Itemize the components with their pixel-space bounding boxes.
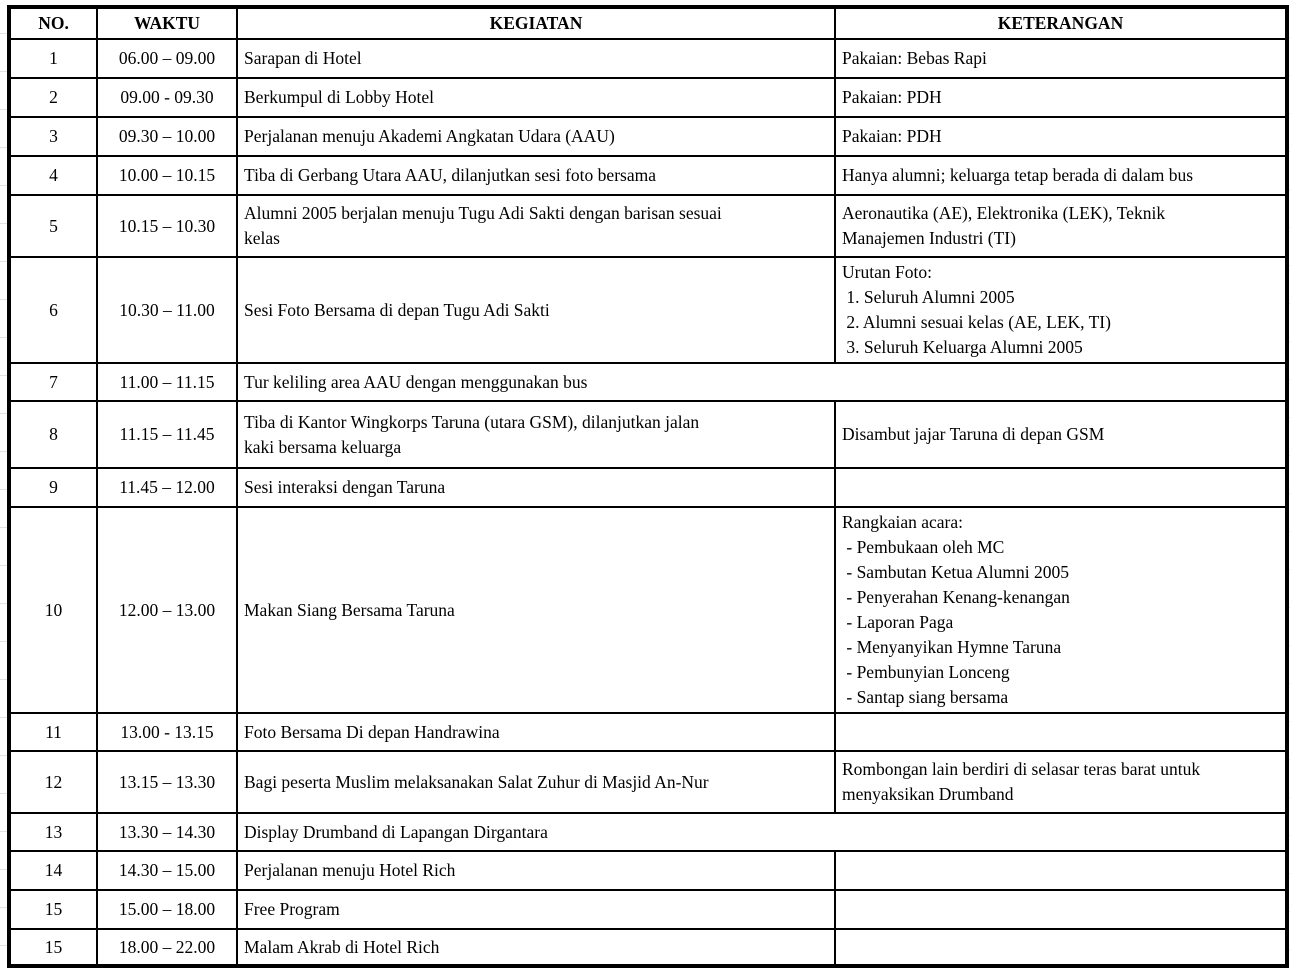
cell-keterangan: [835, 890, 1287, 929]
cell-kegiatan: [237, 468, 835, 507]
cell-no: 7: [9, 363, 97, 401]
keterangan-line: - Penyerahan Kenang-kenangan: [842, 587, 1070, 607]
keterangan-line: 2. Alumni sesuai kelas (AE, LEK, TI): [842, 312, 1111, 332]
table-row: [9, 929, 1287, 966]
table-row: [9, 195, 1287, 257]
table-row: [9, 851, 1287, 890]
cell-kegiatan: [237, 813, 1287, 851]
keterangan-line: Pakaian: PDH: [842, 87, 942, 107]
cell-waktu: 10.30 – 11.00: [97, 257, 237, 363]
table-row: [9, 401, 1287, 468]
keterangan-line: - Menyanyikan Hymne Taruna: [842, 637, 1062, 657]
keterangan-line: Pakaian: Bebas Rapi: [842, 48, 987, 68]
cell-no: 13: [9, 813, 97, 851]
cell-keterangan: [835, 257, 1287, 363]
cell-kegiatan: [237, 507, 835, 713]
cell-no: 2: [9, 78, 97, 117]
keterangan-line: menyaksikan Drumband: [842, 784, 1014, 804]
cell-keterangan: [835, 713, 1287, 751]
cell-waktu: 06.00 – 09.00: [97, 39, 237, 78]
cell-no: 12: [9, 751, 97, 813]
sheet-gridlines-left: [0, 0, 7, 972]
cell-waktu: 12.00 – 13.00: [97, 507, 237, 713]
keterangan-line: Rombongan lain berdiri di selasar teras barat untuk: [842, 759, 1201, 779]
keterangan-line: - Pembukaan oleh MC: [842, 537, 1005, 557]
cell-keterangan: [835, 751, 1287, 813]
cell-kegiatan: [237, 195, 835, 257]
column-header-no: NO.: [9, 7, 97, 39]
column-header-kegiatan: KEGIATAN: [237, 7, 835, 39]
cell-waktu: 13.30 – 14.30: [97, 813, 237, 851]
cell-no: 5: [9, 195, 97, 257]
cell-no: 15: [9, 890, 97, 929]
kegiatan-line: kaki bersama keluarga: [244, 436, 402, 457]
cell-kegiatan: [237, 78, 835, 117]
cell-waktu: 11.00 – 11.15: [97, 363, 237, 401]
keterangan-line: Aeronautika (AE), Elektronika (LEK), Teknik: [842, 203, 1166, 223]
cell-keterangan: [835, 78, 1287, 117]
kegiatan-line: Display Drumband di Lapangan Dirgantara: [244, 821, 548, 842]
kegiatan-line: Perjalanan menuju Hotel Rich: [244, 860, 456, 880]
table-row: [9, 117, 1287, 156]
cell-waktu: 13.00 - 13.15: [97, 713, 237, 751]
cell-waktu: 13.15 – 13.30: [97, 751, 237, 813]
cell-waktu: 11.45 – 12.00: [97, 468, 237, 507]
table-row: [9, 751, 1287, 813]
kegiatan-line: Berkumpul di Lobby Hotel: [244, 87, 435, 107]
cell-keterangan: [835, 929, 1287, 966]
cell-kegiatan: [237, 257, 835, 363]
cell-kegiatan: [237, 363, 1287, 401]
cell-kegiatan: [237, 39, 835, 78]
cell-kegiatan: [237, 751, 835, 813]
kegiatan-line: kelas: [244, 228, 280, 248]
cell-no: 11: [9, 713, 97, 751]
cell-no: 6: [9, 257, 97, 363]
cell-no: 15: [9, 929, 97, 966]
keterangan-line: Manajemen Industri (TI): [842, 228, 1016, 248]
cell-waktu: 14.30 – 15.00: [97, 851, 237, 890]
kegiatan-line: Alumni 2005 berjalan menuju Tugu Adi Sakti dengan barisan sesuai: [244, 203, 722, 223]
kegiatan-line: Free Program: [244, 899, 340, 919]
table-row: [9, 507, 1287, 713]
cell-no: 4: [9, 156, 97, 195]
keterangan-line: Pakaian: PDH: [842, 126, 942, 146]
kegiatan-line: Tiba di Gerbang Utara AAU, dilanjutkan sesi foto bersama: [244, 165, 656, 185]
kegiatan-line: Tur keliling area AAU dengan menggunakan bus: [244, 371, 588, 392]
kegiatan-line: Sesi Foto Bersama di depan Tugu Adi Sakti: [244, 299, 550, 320]
cell-kegiatan: [237, 851, 835, 890]
cell-no: 8: [9, 401, 97, 468]
cell-waktu: 10.00 – 10.15: [97, 156, 237, 195]
cell-keterangan: [835, 39, 1287, 78]
keterangan-line: - Laporan Paga: [842, 612, 954, 632]
cell-waktu: 09.30 – 10.00: [97, 117, 237, 156]
cell-kegiatan: [237, 890, 835, 929]
cell-keterangan: [835, 468, 1287, 507]
keterangan-line: 1. Seluruh Alumni 2005: [842, 287, 1015, 307]
table-row: [9, 78, 1287, 117]
header-row: [9, 7, 1287, 39]
cell-kegiatan: [237, 156, 835, 195]
cell-keterangan: [835, 156, 1287, 195]
keterangan-line: Disambut jajar Taruna di depan GSM: [842, 424, 1105, 444]
keterangan-line: Urutan Foto:: [842, 262, 932, 282]
kegiatan-line: Tiba di Kantor Wingkorps Taruna (utara GSM), dilanjutkan jalan: [244, 411, 700, 432]
table-row: [9, 39, 1287, 78]
column-header-waktu: WAKTU: [97, 7, 237, 39]
cell-waktu: 09.00 - 09.30: [97, 78, 237, 117]
cell-waktu: 11.15 – 11.45: [97, 401, 237, 468]
cell-no: 9: [9, 468, 97, 507]
kegiatan-line: Bagi peserta Muslim melaksanakan Salat Zuhur di Masjid An-Nur: [244, 771, 709, 792]
table-row: [9, 156, 1287, 195]
cell-waktu: 18.00 – 22.00: [97, 929, 237, 966]
cell-keterangan: [835, 507, 1287, 713]
kegiatan-line: Foto Bersama Di depan Handrawina: [244, 721, 500, 742]
table-row: [9, 713, 1287, 751]
cell-no: 1: [9, 39, 97, 78]
cell-kegiatan: [237, 401, 835, 468]
cell-kegiatan: [237, 929, 835, 966]
table-row: [9, 890, 1287, 929]
cell-no: 3: [9, 117, 97, 156]
table-row: [9, 257, 1287, 363]
table-body: [9, 39, 1287, 966]
kegiatan-line: Makan Siang Bersama Taruna: [244, 599, 455, 620]
kegiatan-line: Perjalanan menuju Akademi Angkatan Udara (AAU): [244, 126, 615, 146]
kegiatan-line: Sesi interaksi dengan Taruna: [244, 477, 446, 497]
table-row: [9, 813, 1287, 851]
keterangan-line: 3. Seluruh Keluarga Alumni 2005: [842, 337, 1083, 357]
keterangan-line: - Pembunyian Lonceng: [842, 662, 1010, 682]
cell-keterangan: [835, 851, 1287, 890]
cell-keterangan: [835, 401, 1287, 468]
cell-no: 10: [9, 507, 97, 713]
cell-no: 14: [9, 851, 97, 890]
kegiatan-line: Malam Akrab di Hotel Rich: [244, 936, 440, 957]
table-row: [9, 468, 1287, 507]
cell-kegiatan: [237, 713, 835, 751]
kegiatan-line: Sarapan di Hotel: [244, 48, 362, 68]
cell-keterangan: [835, 117, 1287, 156]
cell-keterangan: [835, 195, 1287, 257]
keterangan-line: Rangkaian acara:: [842, 512, 963, 532]
keterangan-line: - Santap siang bersama: [842, 687, 1009, 707]
cell-waktu: 15.00 – 18.00: [97, 890, 237, 929]
cell-kegiatan: [237, 117, 835, 156]
column-header-keterangan: KETERANGAN: [835, 7, 1287, 39]
keterangan-line: - Sambutan Ketua Alumni 2005: [842, 562, 1069, 582]
table-row: [9, 363, 1287, 401]
schedule-table: [7, 5, 1289, 968]
cell-waktu: 10.15 – 10.30: [97, 195, 237, 257]
keterangan-line: Hanya alumni; keluarga tetap berada di dalam bus: [842, 165, 1194, 185]
